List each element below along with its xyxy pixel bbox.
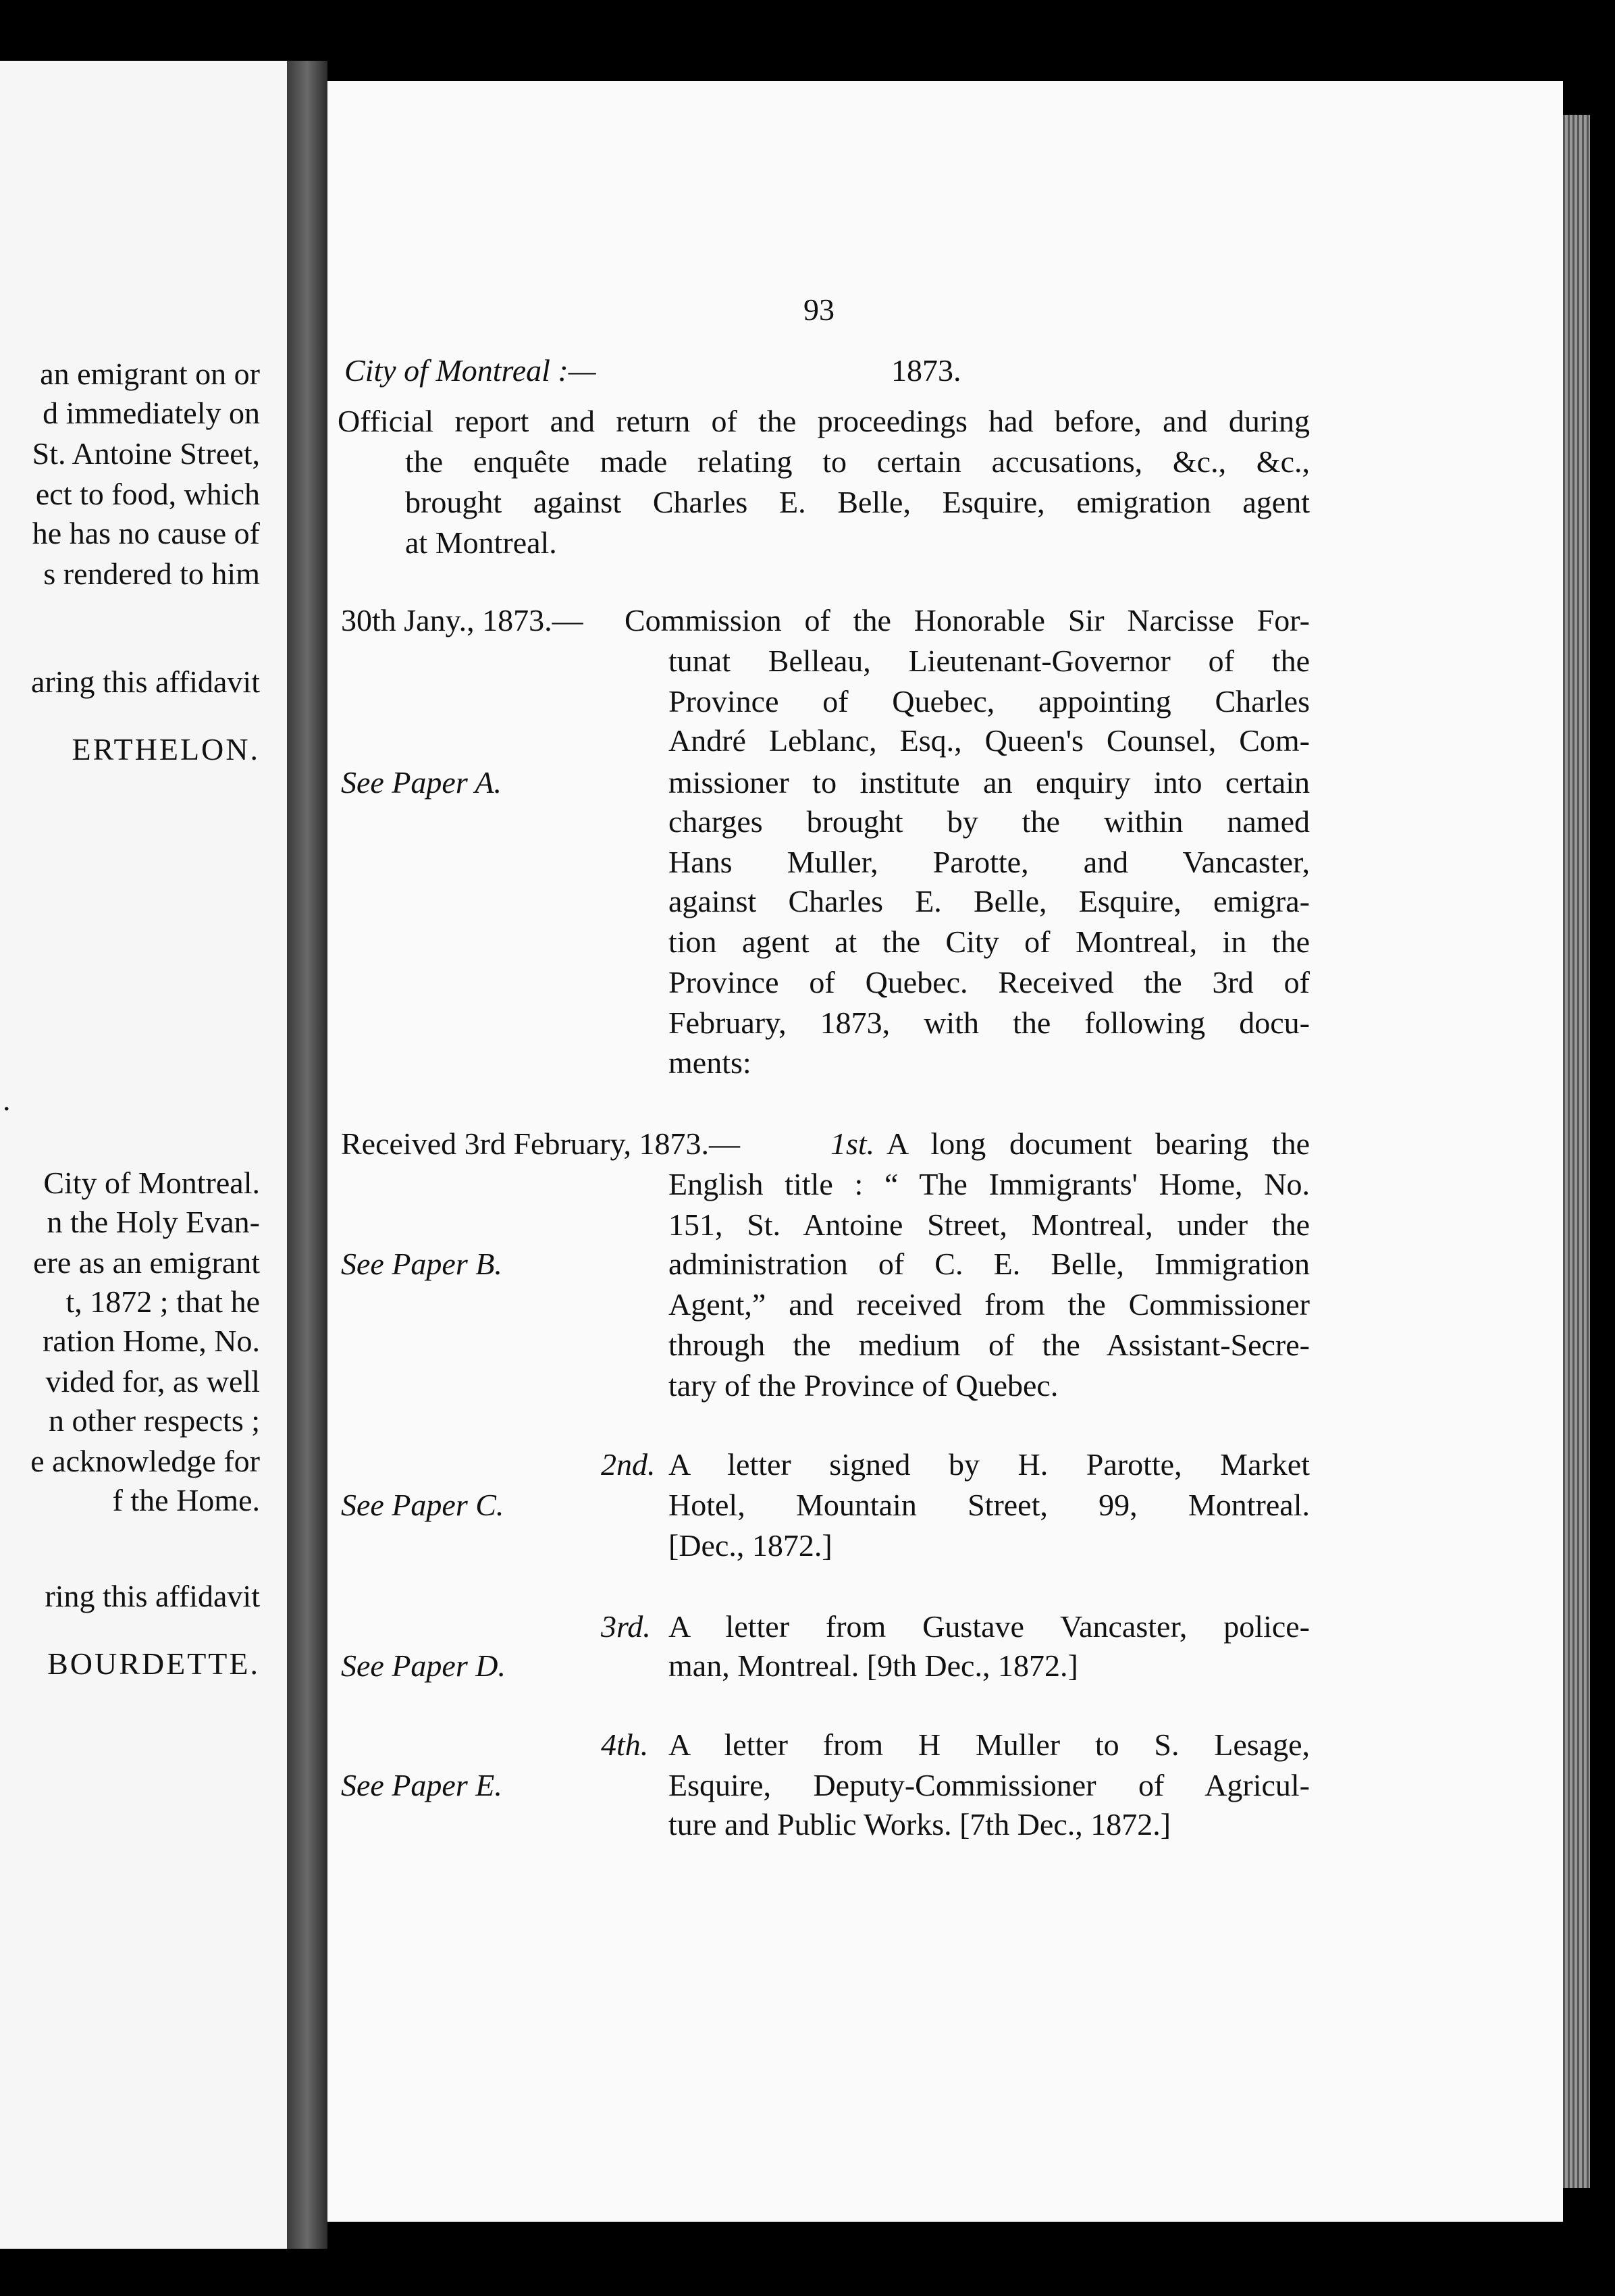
entry-text-line: André Leblanc, Esq., Queen's Counsel, Com- (668, 723, 1310, 758)
entry-text-line: tunat Belleau, Lieutenant-Governor of the (668, 644, 1310, 678)
entry-text-line: ture and Public Works. [7th Dec., 1872.] (668, 1807, 1171, 1842)
margin-note: See Paper C. (341, 1488, 504, 1522)
left-signature: ERTHELON. (72, 732, 260, 766)
margin-note: See Paper E. (341, 1768, 502, 1802)
left-facing-page (0, 61, 287, 2249)
entry-text-line: A long document bearing the (886, 1126, 1310, 1161)
left-text-line: ect to food, which (35, 477, 260, 511)
left-text-line: e acknowledge for (30, 1444, 260, 1478)
left-dot: . (3, 1082, 11, 1117)
entry-text-line: tion agent at the City of Montreal, in the (668, 924, 1310, 959)
left-text-line: s rendered to him (43, 556, 260, 591)
entry-text-line: ments: (668, 1045, 751, 1080)
entry-text-line: Province of Quebec. Received the 3rd of (668, 965, 1310, 999)
left-text-line: t, 1872 ; that he (65, 1284, 260, 1319)
entry-text-line: A letter signed by H. Parotte, Market (668, 1447, 1310, 1482)
entry-text-line: A letter from H Muller to S. Lesage, (668, 1727, 1310, 1762)
entry-text-line: Esquire, Deputy-Commissioner of Agricul- (668, 1768, 1310, 1802)
report-heading-line: Official report and return of the proceedings had before, and during (338, 404, 1310, 438)
entry-text-line: Hans Muller, Parotte, and Vancaster, (668, 845, 1310, 879)
report-heading-line: the enquête made relating to certain accusations, &c., &c., (405, 444, 1310, 479)
entry-text-line: man, Montreal. [9th Dec., 1872.] (668, 1648, 1078, 1683)
left-signature: BOURDETTE. (47, 1646, 260, 1681)
margin-note: See Paper D. (341, 1648, 506, 1683)
book-gutter (287, 61, 327, 2249)
entry-text-line: English title : “ The Immigrants' Home, No. (668, 1167, 1310, 1201)
page-number: 93 (803, 292, 835, 327)
entry-text-line: A letter from Gustave Vancaster, police- (668, 1609, 1310, 1644)
entry-ordinal: 2nd. (601, 1447, 656, 1482)
left-text-line: d immediately on (43, 396, 260, 430)
left-text-line: n other respects ; (49, 1403, 260, 1438)
left-text-line: an emigrant on or (40, 357, 260, 391)
entry-text-line: 151, St. Antoine Street, Montreal, under the (668, 1207, 1310, 1242)
left-text-line: f the Home. (112, 1483, 260, 1517)
place-heading: City of Montreal :— (344, 353, 596, 388)
margin-note: See Paper B. (341, 1247, 502, 1281)
entry-text-line: charges brought by the within named (668, 804, 1310, 839)
entry-text-line: Agent,” and received from the Commissioner (668, 1287, 1310, 1322)
entry-text-line: Province of Quebec, appointing Charles (668, 684, 1310, 719)
entry-text-line: tary of the Province of Quebec. (668, 1368, 1059, 1403)
entry-text-line: administration of C. E. Belle, Immigration (668, 1247, 1310, 1281)
entry-text-line: against Charles E. Belle, Esquire, emigra- (668, 884, 1310, 918)
margin-note: See Paper A. (341, 765, 502, 800)
entry-date: 30th Jany., 1873.— (341, 603, 583, 637)
year-heading: 1873. (891, 353, 961, 388)
report-heading-line: brought against Charles E. Belle, Esquire, emigration agent (405, 485, 1310, 519)
left-sworn-line: aring this affidavit (31, 664, 260, 699)
page-stack-edge (1563, 115, 1590, 2188)
entry-ordinal: 4th. (601, 1727, 649, 1762)
entry-text-line: February, 1873, with the following docu- (668, 1006, 1310, 1040)
left-text-line: St. Antoine Street, (32, 436, 260, 471)
entry-text-line: [Dec., 1872.] (668, 1528, 832, 1563)
entry-text-line: through the medium of the Assistant-Secre- (668, 1328, 1310, 1362)
entry-ordinal: 3rd. (601, 1609, 651, 1644)
left-text-line: n the Holy Evan- (47, 1205, 260, 1239)
left-text-line: ere as an emigrant (33, 1245, 260, 1280)
left-text-line: ration Home, No. (43, 1324, 260, 1358)
left-sworn-line: ring this affidavit (45, 1579, 260, 1613)
entry-text-line: missioner to institute an enquiry into certain (668, 765, 1310, 800)
left-text-line: he has no cause of (32, 516, 260, 550)
entry-ordinal: 1st. (830, 1126, 875, 1161)
left-text-line: City of Montreal. (43, 1166, 260, 1200)
entry-text-line: Commission of the Honorable Sir Narcisse For- (625, 603, 1310, 637)
entry-date: Received 3rd February, 1873.— (341, 1126, 741, 1161)
right-page (327, 81, 1563, 2222)
left-text-line: vided for, as well (45, 1364, 260, 1399)
report-heading-line: at Montreal. (405, 525, 557, 560)
entry-text-line: Hotel, Mountain Street, 99, Montreal. (668, 1488, 1310, 1522)
